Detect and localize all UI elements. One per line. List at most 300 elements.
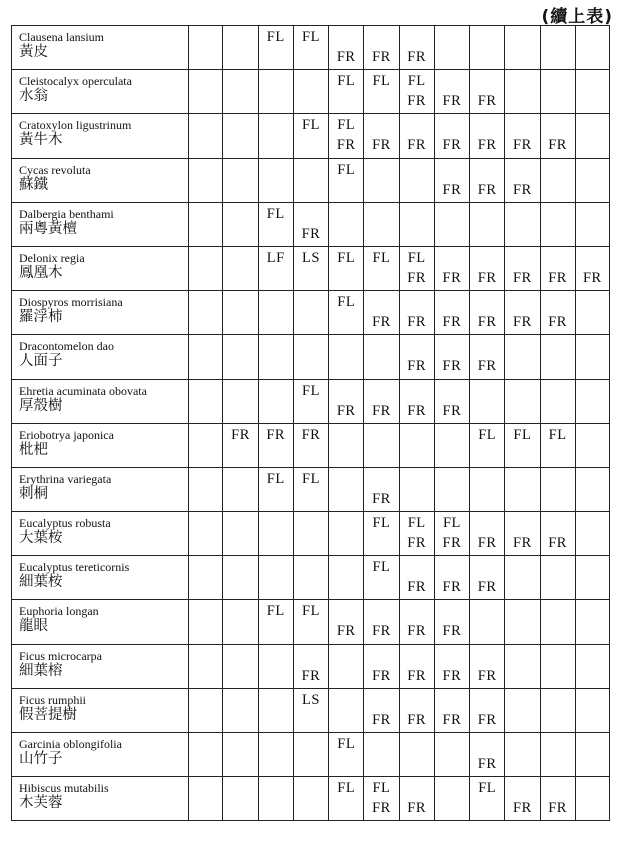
phenology-cell <box>575 688 609 732</box>
phenology-cell <box>575 556 609 600</box>
table-row <box>12 467 610 511</box>
phenology-cell <box>364 556 399 600</box>
phenology-cell <box>505 423 540 467</box>
phenology-cell <box>364 114 399 158</box>
phenology-cell <box>505 600 540 644</box>
phenology-cell <box>293 512 328 556</box>
phenology-cell <box>540 777 575 821</box>
species-name-cell <box>12 512 189 556</box>
phenology-cell <box>189 26 223 70</box>
phenology-cell <box>329 291 364 335</box>
phenology-code-upper: FL <box>372 559 391 576</box>
phenology-code-lower: FR <box>477 137 497 154</box>
phenology-code-upper: FL <box>407 515 426 532</box>
phenology-code-upper: FL <box>337 73 356 90</box>
phenology-cell <box>434 733 469 777</box>
phenology-cell <box>258 600 293 644</box>
phenology-code-upper: FL <box>548 426 567 443</box>
phenology-cell <box>434 600 469 644</box>
phenology-cell <box>470 688 505 732</box>
phenology-cell <box>434 467 469 511</box>
phenology-code-lower: FR <box>442 358 462 375</box>
chinese-name: 細葉桉 <box>19 574 63 591</box>
phenology-code-lower: FR <box>372 800 391 817</box>
phenology-cell <box>223 733 258 777</box>
phenology-cell <box>540 512 575 556</box>
phenology-code-lower: FR <box>372 49 391 65</box>
phenology-cell <box>540 467 575 511</box>
chinese-name: 水翁 <box>19 88 48 105</box>
phenology-cell <box>505 556 540 600</box>
table-row <box>12 556 610 600</box>
phenology-cell <box>258 70 293 114</box>
phenology-code-lower: FR <box>513 181 532 198</box>
phenology-cell <box>399 335 434 379</box>
phenology-cell <box>189 114 223 158</box>
chinese-name: 蘇鐵 <box>19 176 48 193</box>
phenology-cell <box>293 600 328 644</box>
phenology-cell <box>223 423 258 467</box>
phenology-cell <box>329 423 364 467</box>
phenology-cell <box>364 70 399 114</box>
species-name-cell <box>12 600 189 644</box>
phenology-cell <box>470 114 505 158</box>
phenology-cell <box>434 777 469 821</box>
phenology-cell <box>575 246 609 290</box>
phenology-code-lower: FR <box>442 402 462 419</box>
phenology-cell <box>293 777 328 821</box>
phenology-code-lower: FR <box>582 269 602 286</box>
phenology-code-upper: FL <box>337 294 356 311</box>
phenology-cell <box>364 158 399 202</box>
phenology-cell <box>399 512 434 556</box>
phenology-cell <box>223 26 258 70</box>
table-row <box>12 202 610 246</box>
phenology-code-lower: FR <box>442 667 462 684</box>
table-row <box>12 512 610 556</box>
phenology-code-lower: FR <box>477 93 497 110</box>
phenology-code-lower: FR <box>407 137 427 154</box>
phenology-cell <box>223 556 258 600</box>
phenology-cell <box>329 556 364 600</box>
phenology-cell <box>293 688 328 732</box>
phenology-code-lower: FR <box>372 667 391 684</box>
phenology-cell <box>329 246 364 290</box>
phenology-cell <box>470 70 505 114</box>
phenology-code-lower: FR <box>548 269 567 286</box>
phenology-code-lower: FR <box>442 623 462 640</box>
phenology-cell <box>540 158 575 202</box>
species-name-cell <box>12 423 189 467</box>
phenology-cell <box>505 70 540 114</box>
phenology-code-lower: FR <box>407 623 427 640</box>
phenology-cell <box>575 423 609 467</box>
species-name-cell <box>12 291 189 335</box>
chinese-name: 山竹子 <box>19 751 63 767</box>
phenology-cell <box>293 291 328 335</box>
phenology-code-lower: FR <box>513 137 532 154</box>
phenology-cell <box>189 70 223 114</box>
phenology-cell <box>575 114 609 158</box>
phenology-cell <box>258 556 293 600</box>
phenology-cell <box>189 556 223 600</box>
phenology-code-upper: FL <box>266 470 285 487</box>
phenology-cell <box>540 733 575 777</box>
species-name-cell <box>12 467 189 511</box>
phenology-cell <box>364 291 399 335</box>
phenology-cell <box>293 158 328 202</box>
phenology-cell <box>258 644 293 688</box>
scientific-name: Eriobotrya japonica <box>19 427 114 442</box>
chinese-name: 厚殼樹 <box>19 397 63 414</box>
phenology-cell <box>258 26 293 70</box>
phenology-cell <box>364 467 399 511</box>
phenology-cell <box>258 335 293 379</box>
phenology-code-upper: FL <box>302 382 320 399</box>
phenology-code-lower: FR <box>301 667 321 684</box>
phenology-cell <box>399 70 434 114</box>
phenology-cell <box>575 600 609 644</box>
phenology-cell <box>470 512 505 556</box>
phenology-cell <box>364 26 399 70</box>
phenology-cell <box>540 70 575 114</box>
phenology-cell <box>258 379 293 423</box>
phenology-cell <box>540 26 575 70</box>
species-name-cell <box>12 202 189 246</box>
phenology-code-lower: FR <box>372 490 391 507</box>
chinese-name: 兩粵黃檀 <box>19 220 77 237</box>
phenology-cell <box>329 26 364 70</box>
phenology-cell <box>258 114 293 158</box>
phenology-code-upper: LF <box>266 249 285 266</box>
phenology-code-lower: FR <box>442 93 462 110</box>
phenology-cell <box>399 688 434 732</box>
table-body <box>12 26 610 821</box>
table-row <box>12 158 610 202</box>
phenology-code-lower: FR <box>407 49 427 65</box>
table-row <box>12 644 610 688</box>
phenology-cell <box>293 644 328 688</box>
phenology-code-upper: LS <box>302 691 320 708</box>
species-name-cell <box>12 777 189 821</box>
table-row <box>12 777 610 821</box>
phenology-cell <box>434 291 469 335</box>
phenology-cell <box>575 158 609 202</box>
phenology-cell <box>470 733 505 777</box>
phenology-cell <box>189 335 223 379</box>
phenology-code-upper: FL <box>407 249 426 266</box>
phenology-cell <box>575 512 609 556</box>
phenology-cell <box>540 335 575 379</box>
scientific-name: Ehretia acuminata obovata <box>19 383 147 398</box>
phenology-cell <box>364 202 399 246</box>
phenology-cell <box>189 379 223 423</box>
phenology-cell <box>540 423 575 467</box>
phenology-cell <box>505 467 540 511</box>
phenology-code-upper: FL <box>337 736 356 752</box>
phenology-cell <box>505 688 540 732</box>
phenology-code-lower: FR <box>442 181 462 198</box>
phenology-cell <box>189 246 223 290</box>
phenology-cell <box>434 423 469 467</box>
continued-note: (續上表) <box>541 7 613 27</box>
phenology-cell <box>399 158 434 202</box>
phenology-cell <box>505 379 540 423</box>
chinese-name: 黃皮 <box>19 44 48 60</box>
phenology-cell <box>399 114 434 158</box>
chinese-name: 龍眼 <box>19 618 48 635</box>
phenology-cell <box>189 644 223 688</box>
phenology-cell <box>470 291 505 335</box>
phenology-code-lower: FR <box>336 137 356 154</box>
phenology-code-lower: FR <box>301 225 321 242</box>
phenology-cell <box>189 688 223 732</box>
phenology-code-lower: FR <box>372 402 391 419</box>
phenology-code-lower: FR <box>477 181 497 198</box>
phenology-cell <box>258 158 293 202</box>
phenology-cell <box>399 246 434 290</box>
phenology-cell <box>575 26 609 70</box>
phenology-code-upper: FL <box>372 249 391 266</box>
phenology-cell <box>434 379 469 423</box>
phenology-code-lower: FR <box>336 49 356 65</box>
phenology-cell <box>364 777 399 821</box>
phenology-cell <box>329 158 364 202</box>
phenology-code-upper: FL <box>478 426 497 443</box>
phenology-cell <box>258 688 293 732</box>
phenology-cell <box>189 423 223 467</box>
phenology-cell <box>540 202 575 246</box>
phenology-cell <box>329 777 364 821</box>
phenology-code-upper: FL <box>442 515 461 532</box>
phenology-cell <box>258 246 293 290</box>
phenology-cell <box>189 202 223 246</box>
phenology-cell <box>399 733 434 777</box>
phenology-cell <box>293 467 328 511</box>
phenology-cell <box>470 246 505 290</box>
phenology-code-lower: FR <box>442 711 462 728</box>
phenology-cell <box>399 556 434 600</box>
phenology-code-lower: FR <box>477 314 497 331</box>
phenology-cell <box>258 733 293 777</box>
chinese-name: 大葉桉 <box>19 530 63 547</box>
phenology-code-upper: FL <box>372 780 391 797</box>
phenology-cell <box>329 202 364 246</box>
phenology-cell <box>293 246 328 290</box>
species-name-cell <box>12 246 189 290</box>
phenology-cell <box>470 423 505 467</box>
phenology-code-lower: FR <box>372 137 391 154</box>
phenology-code-lower: FR <box>442 269 462 286</box>
phenology-code-upper: FR <box>301 426 321 443</box>
phenology-code-lower: FR <box>513 314 532 331</box>
phenology-cell <box>293 202 328 246</box>
phenology-cell <box>505 335 540 379</box>
scientific-name: Eucalyptus tereticornis <box>19 560 130 575</box>
phenology-cell <box>293 114 328 158</box>
phenology-cell <box>540 600 575 644</box>
phenology-cell <box>223 158 258 202</box>
chinese-name: 刺桐 <box>19 485 48 502</box>
table-row <box>12 600 610 644</box>
phenology-cell <box>505 246 540 290</box>
phenology-cell <box>293 26 328 70</box>
phenology-cell <box>223 291 258 335</box>
phenology-cell <box>364 379 399 423</box>
phenology-code-upper: FL <box>372 73 391 90</box>
phenology-cell <box>575 644 609 688</box>
phenology-code-lower: FR <box>407 535 427 552</box>
phenology-code-lower: FR <box>407 402 427 419</box>
phenology-cell <box>434 644 469 688</box>
scientific-name: Cleistocalyx operculata <box>19 74 132 89</box>
phenology-cell <box>189 733 223 777</box>
scientific-name: Dalbergia benthami <box>19 206 114 221</box>
phenology-cell <box>470 26 505 70</box>
phenology-code-upper: FL <box>266 205 285 222</box>
phenology-cell <box>434 556 469 600</box>
phenology-cell <box>189 467 223 511</box>
phenology-code-upper: LS <box>302 249 320 266</box>
scientific-name: Hibiscus mutabilis <box>19 781 109 796</box>
phenology-cell <box>575 291 609 335</box>
phenology-cell <box>575 777 609 821</box>
phenology-code-lower: FR <box>548 535 567 552</box>
phenology-cell <box>293 423 328 467</box>
phenology-code-upper: FL <box>372 515 391 532</box>
phenology-cell <box>293 733 328 777</box>
phenology-cell <box>434 246 469 290</box>
phenology-cell <box>470 600 505 644</box>
scientific-name: Delonix regia <box>19 250 85 265</box>
species-name-cell <box>12 26 189 70</box>
phenology-cell <box>505 291 540 335</box>
phenology-cell <box>505 202 540 246</box>
phenology-cell <box>223 202 258 246</box>
species-name-cell <box>12 70 189 114</box>
phenology-cell <box>575 467 609 511</box>
phenology-code-lower: FR <box>513 800 532 817</box>
scientific-name: Cratoxylon ligustrinum <box>19 118 132 133</box>
phenology-code-upper: FL <box>302 470 320 487</box>
phenology-cell <box>540 556 575 600</box>
phenology-code-upper: FR <box>266 426 286 443</box>
species-name-cell <box>12 688 189 732</box>
table-row <box>12 70 610 114</box>
phenology-cell <box>399 777 434 821</box>
phenology-code-upper: FL <box>407 73 426 90</box>
phenology-table <box>11 25 610 821</box>
phenology-code-lower: FR <box>407 93 427 110</box>
table-row <box>12 379 610 423</box>
phenology-cell <box>223 600 258 644</box>
phenology-cell <box>575 379 609 423</box>
phenology-cell <box>329 114 364 158</box>
table-row <box>12 688 610 732</box>
species-name-cell <box>12 644 189 688</box>
species-name-cell <box>12 114 189 158</box>
phenology-code-lower: FR <box>442 579 462 596</box>
phenology-code-lower: FR <box>372 314 391 331</box>
phenology-code-upper: FL <box>302 29 320 45</box>
chinese-name: 人面子 <box>19 353 63 370</box>
phenology-cell <box>329 335 364 379</box>
scientific-name: Dracontomelon dao <box>19 339 114 354</box>
phenology-code-upper: FL <box>266 603 285 620</box>
phenology-code-lower: FR <box>477 579 497 596</box>
phenology-cell <box>364 733 399 777</box>
phenology-cell <box>434 202 469 246</box>
phenology-code-lower: FR <box>407 800 427 817</box>
phenology-cell <box>189 600 223 644</box>
species-name-cell <box>12 556 189 600</box>
phenology-cell <box>293 70 328 114</box>
phenology-cell <box>505 777 540 821</box>
chinese-name: 黃牛木 <box>19 132 63 149</box>
phenology-cell <box>470 158 505 202</box>
phenology-code-lower: FR <box>372 711 391 728</box>
phenology-cell <box>470 335 505 379</box>
phenology-cell <box>540 379 575 423</box>
phenology-code-lower: FR <box>407 711 427 728</box>
chinese-name: 鳳凰木 <box>19 264 63 281</box>
phenology-code-lower: FR <box>442 137 462 154</box>
phenology-cell <box>364 644 399 688</box>
phenology-cell <box>258 291 293 335</box>
species-name-cell <box>12 379 189 423</box>
phenology-code-upper: FL <box>337 249 356 266</box>
phenology-cell <box>223 70 258 114</box>
phenology-code-lower: FR <box>407 314 427 331</box>
phenology-cell <box>364 688 399 732</box>
phenology-cell <box>434 158 469 202</box>
phenology-cell <box>399 26 434 70</box>
phenology-code-lower: FR <box>513 535 532 552</box>
phenology-cell <box>399 600 434 644</box>
phenology-cell <box>540 688 575 732</box>
phenology-code-upper: FL <box>266 29 285 45</box>
phenology-cell <box>223 379 258 423</box>
phenology-cell <box>258 202 293 246</box>
phenology-cell <box>540 114 575 158</box>
phenology-code-upper: FL <box>302 603 320 620</box>
phenology-cell <box>399 379 434 423</box>
table-row <box>12 246 610 290</box>
phenology-cell <box>575 733 609 777</box>
chinese-name: 細葉榕 <box>19 662 63 679</box>
chinese-name: 枇杷 <box>19 441 48 458</box>
phenology-cell <box>329 70 364 114</box>
scientific-name: Ficus rumphii <box>19 692 87 707</box>
phenology-cell <box>258 423 293 467</box>
phenology-cell <box>470 644 505 688</box>
scientific-name: Eucalyptus robusta <box>19 516 111 531</box>
chinese-name: 假菩提樹 <box>19 706 77 723</box>
scientific-name: Garcinia oblongifolia <box>19 737 122 751</box>
phenology-code-upper: FL <box>337 780 356 797</box>
phenology-cell <box>329 733 364 777</box>
phenology-code-lower: FR <box>336 402 356 419</box>
phenology-code-lower: FR <box>513 269 532 286</box>
phenology-code-upper: FL <box>302 117 320 134</box>
phenology-cell <box>223 335 258 379</box>
phenology-cell <box>223 777 258 821</box>
phenology-cell <box>505 512 540 556</box>
phenology-code-lower: FR <box>442 535 462 552</box>
phenology-cell <box>329 467 364 511</box>
phenology-cell <box>223 644 258 688</box>
phenology-cell <box>505 158 540 202</box>
